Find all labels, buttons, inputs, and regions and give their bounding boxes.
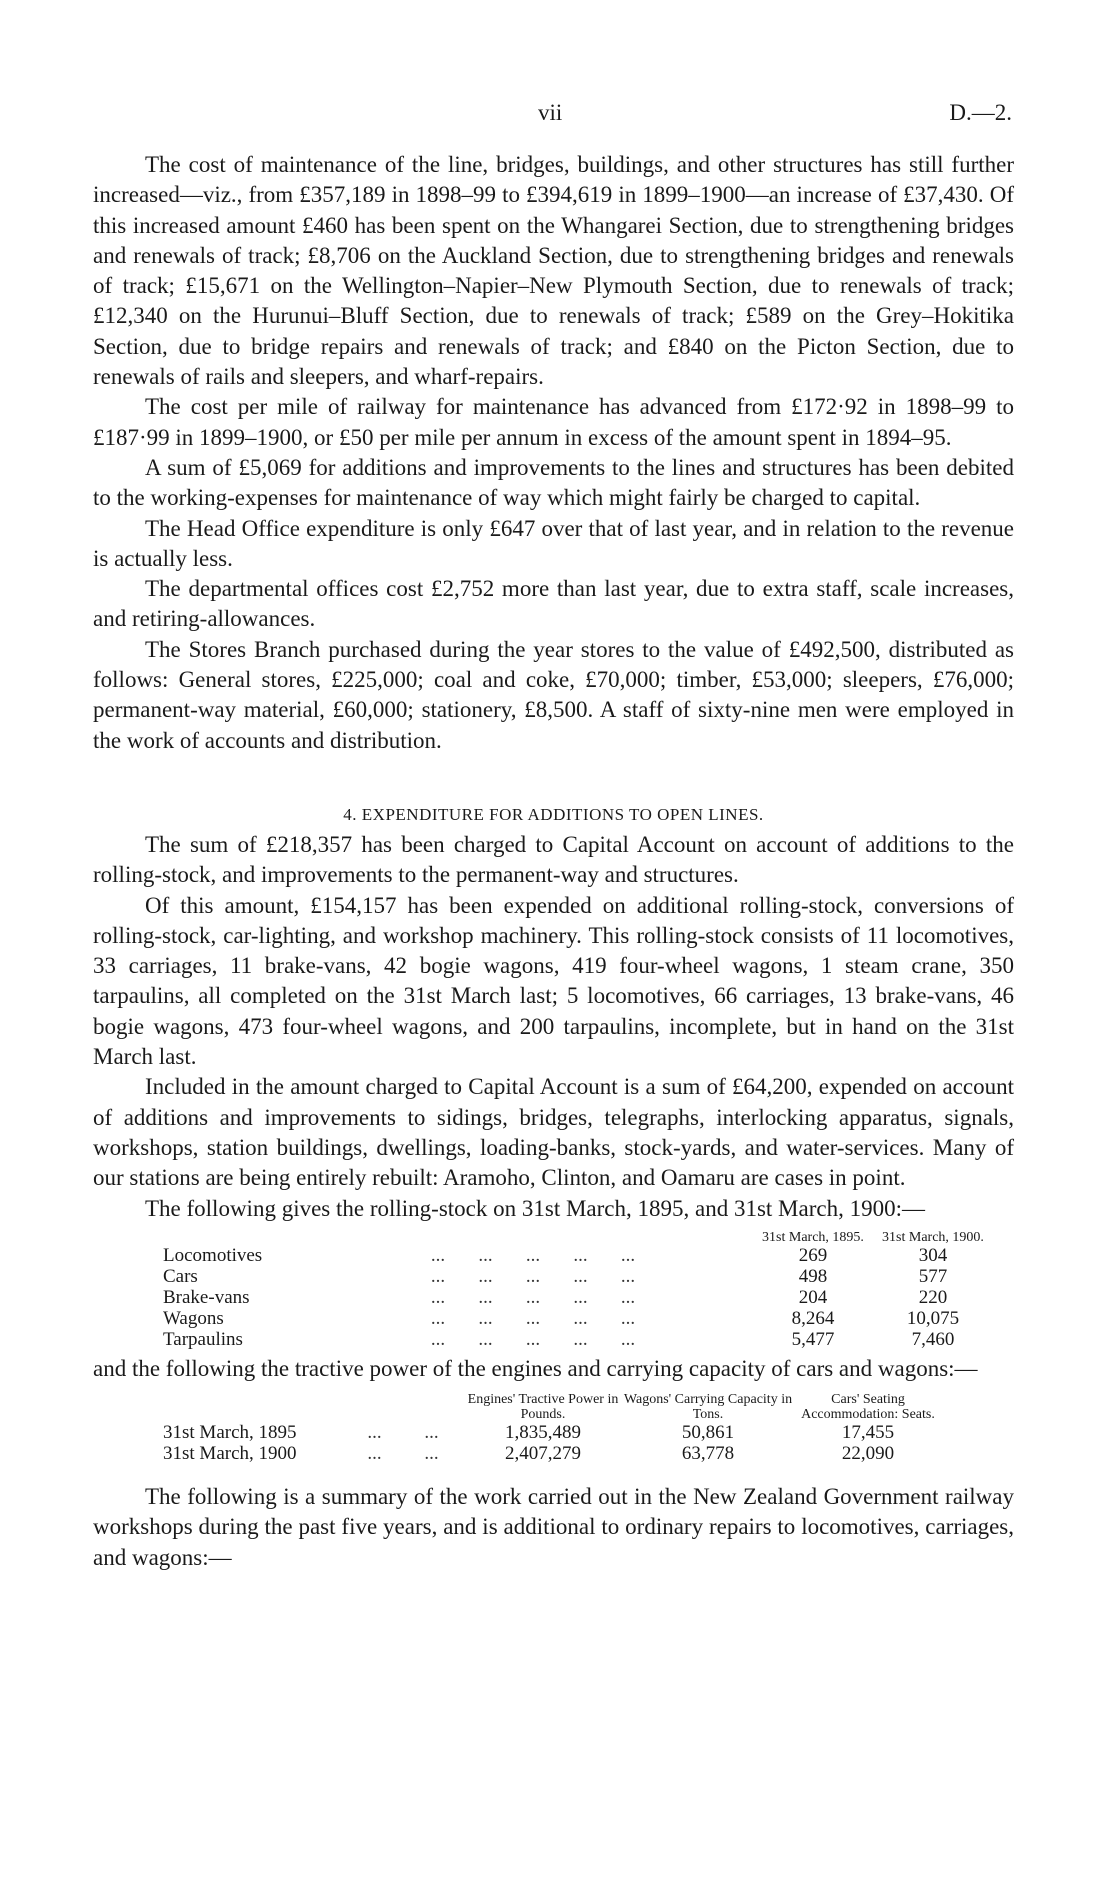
rolling-stock-table bbox=[163, 1230, 993, 1350]
paragraph: Of this amount, £154,157 has been expended on additional rolling-stock, conversions of rolling-stock, car-lighting, and workshop machinery. This rolling-stock consists of 11 locomotives, 33 carriages, 11 brake-vans, 42 bogie wagons, 419 four-wheel wagons, 1 steam crane, 350 tarpaulins, all completed on the 31st March last; 5 locomotives, 66 carriages, 13 brake-vans, 46 bogie wagons, 473 four-wheel wagons, and 200 tarpaulins, incomplete, but in hand on the 31st March last. bbox=[93, 892, 1014, 1070]
seating: 17,455 bbox=[841, 1422, 895, 1444]
paragraph: The following is a summary of the work carried out in the New Zealand Government railway workshops during the past five years, and is additional to ordinary repairs to locomotives, carriages, and wagons:— bbox=[93, 1484, 1014, 1570]
value-1895: 269 bbox=[798, 1244, 828, 1266]
row-label: Brake-vans bbox=[163, 1286, 250, 1308]
value-1900: 220 bbox=[918, 1286, 948, 1308]
row-label: 31st March, 1900 bbox=[163, 1443, 297, 1465]
page-header bbox=[0, 98, 1114, 128]
leader-dots: ... ... bbox=[367, 1443, 439, 1465]
value-1900: 10,075 bbox=[906, 1307, 960, 1329]
table-row bbox=[163, 1287, 993, 1308]
column-header: Engines' Tractive Power in Pounds. bbox=[467, 1392, 619, 1423]
tractive-power: 1,835,489 bbox=[505, 1422, 581, 1444]
tractive-power: 2,407,279 bbox=[505, 1443, 581, 1465]
paragraph: The cost per mile of railway for maintenance has advanced from £172·92 in 1898–99 to £187·99 in 1899–1900, or £50 per mile per annum in excess of the amount spent in 1894–95. bbox=[93, 394, 1014, 450]
table-row bbox=[163, 1308, 993, 1329]
paragraph: Included in the amount charged to Capital Account is a sum of £64,200, expended on account of additions and improvements to sidings, bridges, telegraphs, interlocking apparatus, signals, workshops, station buildings, dwellings, loading-banks, stock-yards, and water-services. Many of our stations are being entirely rebuilt: Aramoho, Clinton, and Oamaru are cases in point. bbox=[93, 1074, 1014, 1191]
carrying-capacity: 63,778 bbox=[681, 1443, 735, 1465]
carrying-capacity: 50,861 bbox=[681, 1422, 735, 1444]
paragraph: The Stores Branch purchased during the year stores to the value of £492,500, distributed as follows: General stores, £225,000; coal and coke, £70,000; timber, £53,000; sleepers, £76,000; permanent-way material, £60,000; stationery, £8,500. A staff of sixty-nine men were employed in the work of accounts and distribution. bbox=[93, 636, 1014, 753]
column-header: Wagons' Carrying Capacity in Tons. bbox=[623, 1392, 793, 1423]
page-body bbox=[93, 150, 1014, 1573]
document-reference: D.—2. bbox=[949, 100, 1012, 125]
row-label: Wagons bbox=[163, 1307, 224, 1329]
value-1900: 304 bbox=[918, 1244, 948, 1266]
leader-dots: ... ... ... ... ... bbox=[430, 1244, 636, 1266]
value-1895: 204 bbox=[798, 1286, 828, 1308]
paragraph: The Head Office expenditure is only £647 over that of last year, and in relation to the revenue is actually less. bbox=[93, 515, 1014, 571]
leader-dots: ... ... ... ... ... bbox=[430, 1286, 636, 1308]
paragraph: The cost of maintenance of the line, bridges, buildings, and other structures has still further increased—viz., from £357,189 in 1898–99 to £394,619 in 1899–1900—an increase of £37,430. Of this increased amount £460 has been spent on the Whangarei Section, due to strengthening bridges and renewals of track; £8,706 on the Auckland Section, due to strengthening bridges and renewals of track; £15,671 on the Wellington–Napier–New Plymouth Section, due to renewals of track; £12,340 on the Hurunui–Bluff Section, due to renewals of track; £589 on the Grey–Hokitika Section, due to bridge repairs and renewals of track; and £840 on the Picton Section, due to renewals of rails and sleepers, and wharf-repairs. bbox=[93, 152, 1014, 390]
value-1900: 577 bbox=[918, 1265, 948, 1287]
row-label: Locomotives bbox=[163, 1244, 263, 1266]
value-1895: 5,477 bbox=[791, 1328, 835, 1350]
table-row bbox=[163, 1245, 993, 1266]
value-1895: 498 bbox=[798, 1265, 828, 1287]
table-row bbox=[163, 1266, 993, 1287]
leader-dots: ... ... ... ... ... bbox=[430, 1307, 636, 1329]
row-label: 31st March, 1895 bbox=[163, 1422, 297, 1444]
paragraph: A sum of £5,069 for additions and improvements to the lines and structures has been debited to the working-expenses for maintenance of way which might fairly be charged to capital. bbox=[93, 454, 1014, 511]
leader-dots: ... ... ... ... ... bbox=[430, 1265, 636, 1287]
column-header: 31st March, 1895. bbox=[762, 1229, 864, 1245]
paragraph: and the following the tractive power of the engines and carrying capacity of cars and wagons:— bbox=[93, 1355, 978, 1381]
paragraph: The following gives the rolling-stock on 31st March, 1895, and 31st March, 1900:— bbox=[145, 1195, 925, 1221]
column-header: 31st March, 1900. bbox=[882, 1229, 984, 1245]
row-label: Cars bbox=[163, 1265, 198, 1287]
leader-dots: ... ... bbox=[367, 1422, 439, 1444]
seating: 22,090 bbox=[841, 1443, 895, 1465]
value-1895: 8,264 bbox=[791, 1307, 835, 1329]
row-label: Tarpaulins bbox=[163, 1328, 243, 1350]
section-heading: 4. EXPENDITURE FOR ADDITIONS TO OPEN LINES. bbox=[343, 804, 764, 824]
table-row bbox=[163, 1329, 993, 1350]
leader-dots: ... ... ... ... ... bbox=[430, 1328, 636, 1350]
paragraph: The sum of £218,357 has been charged to Capital Account on account of additions to the rolling-stock, and improvements to the permanent-way and structures. bbox=[93, 831, 1014, 888]
column-header: Cars' Seating Accommodation: Seats. bbox=[801, 1392, 935, 1423]
table-row bbox=[163, 1422, 943, 1443]
page-number: vii bbox=[538, 100, 563, 125]
value-1900: 7,460 bbox=[911, 1328, 955, 1350]
table-row bbox=[163, 1443, 943, 1464]
paragraph: The departmental offices cost £2,752 more than last year, due to extra staff, scale increases, and retiring-allowances. bbox=[93, 576, 1014, 632]
capacity-table bbox=[163, 1392, 943, 1464]
